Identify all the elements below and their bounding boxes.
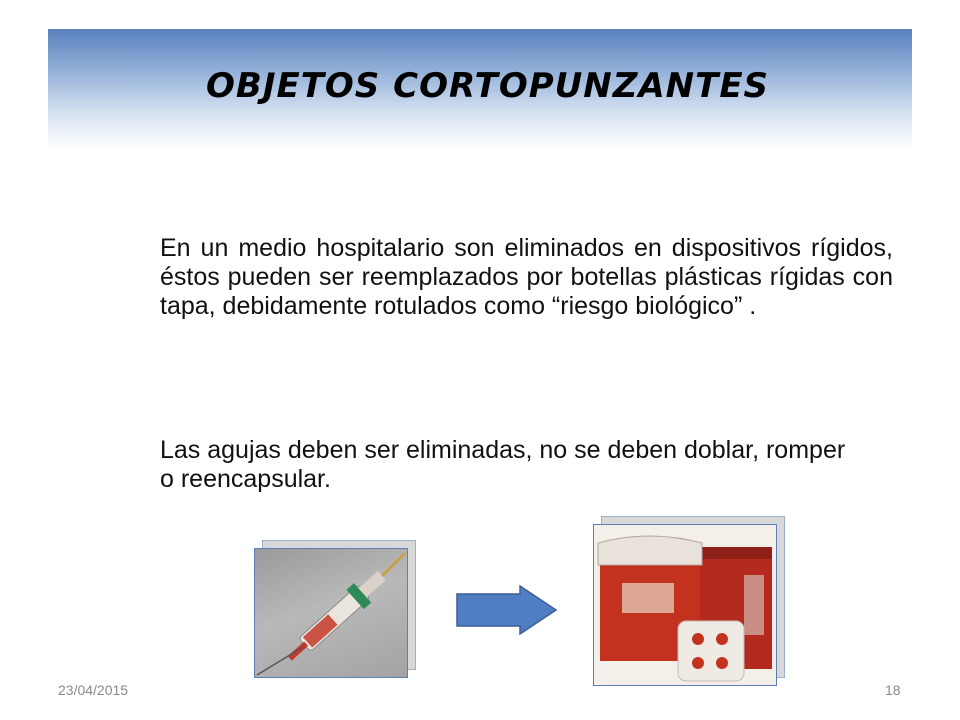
syringe-image xyxy=(254,548,408,678)
slide-title: OBJETOS CORTOPUNZANTES xyxy=(206,66,770,106)
footer-date: 23/04/2015 xyxy=(58,682,129,698)
paragraph-disposal: En un medio hospitalario son eliminados en dispositivos rígidos, éstos pueden ser reemplazados por botellas plásticas rígidas con tapa, debidamente rotulados como “riesgo biológico” . xyxy=(160,234,893,320)
right-arrow-icon xyxy=(456,585,558,635)
slide-number: 18 xyxy=(885,682,901,698)
syringe-illustration xyxy=(255,549,407,677)
sharps-container-illustration xyxy=(594,525,776,685)
sharps-container-image xyxy=(593,524,777,686)
paragraph-needles: Las agujas deben ser eliminadas, no se deben doblar, romper o reencapsular. xyxy=(160,436,846,493)
